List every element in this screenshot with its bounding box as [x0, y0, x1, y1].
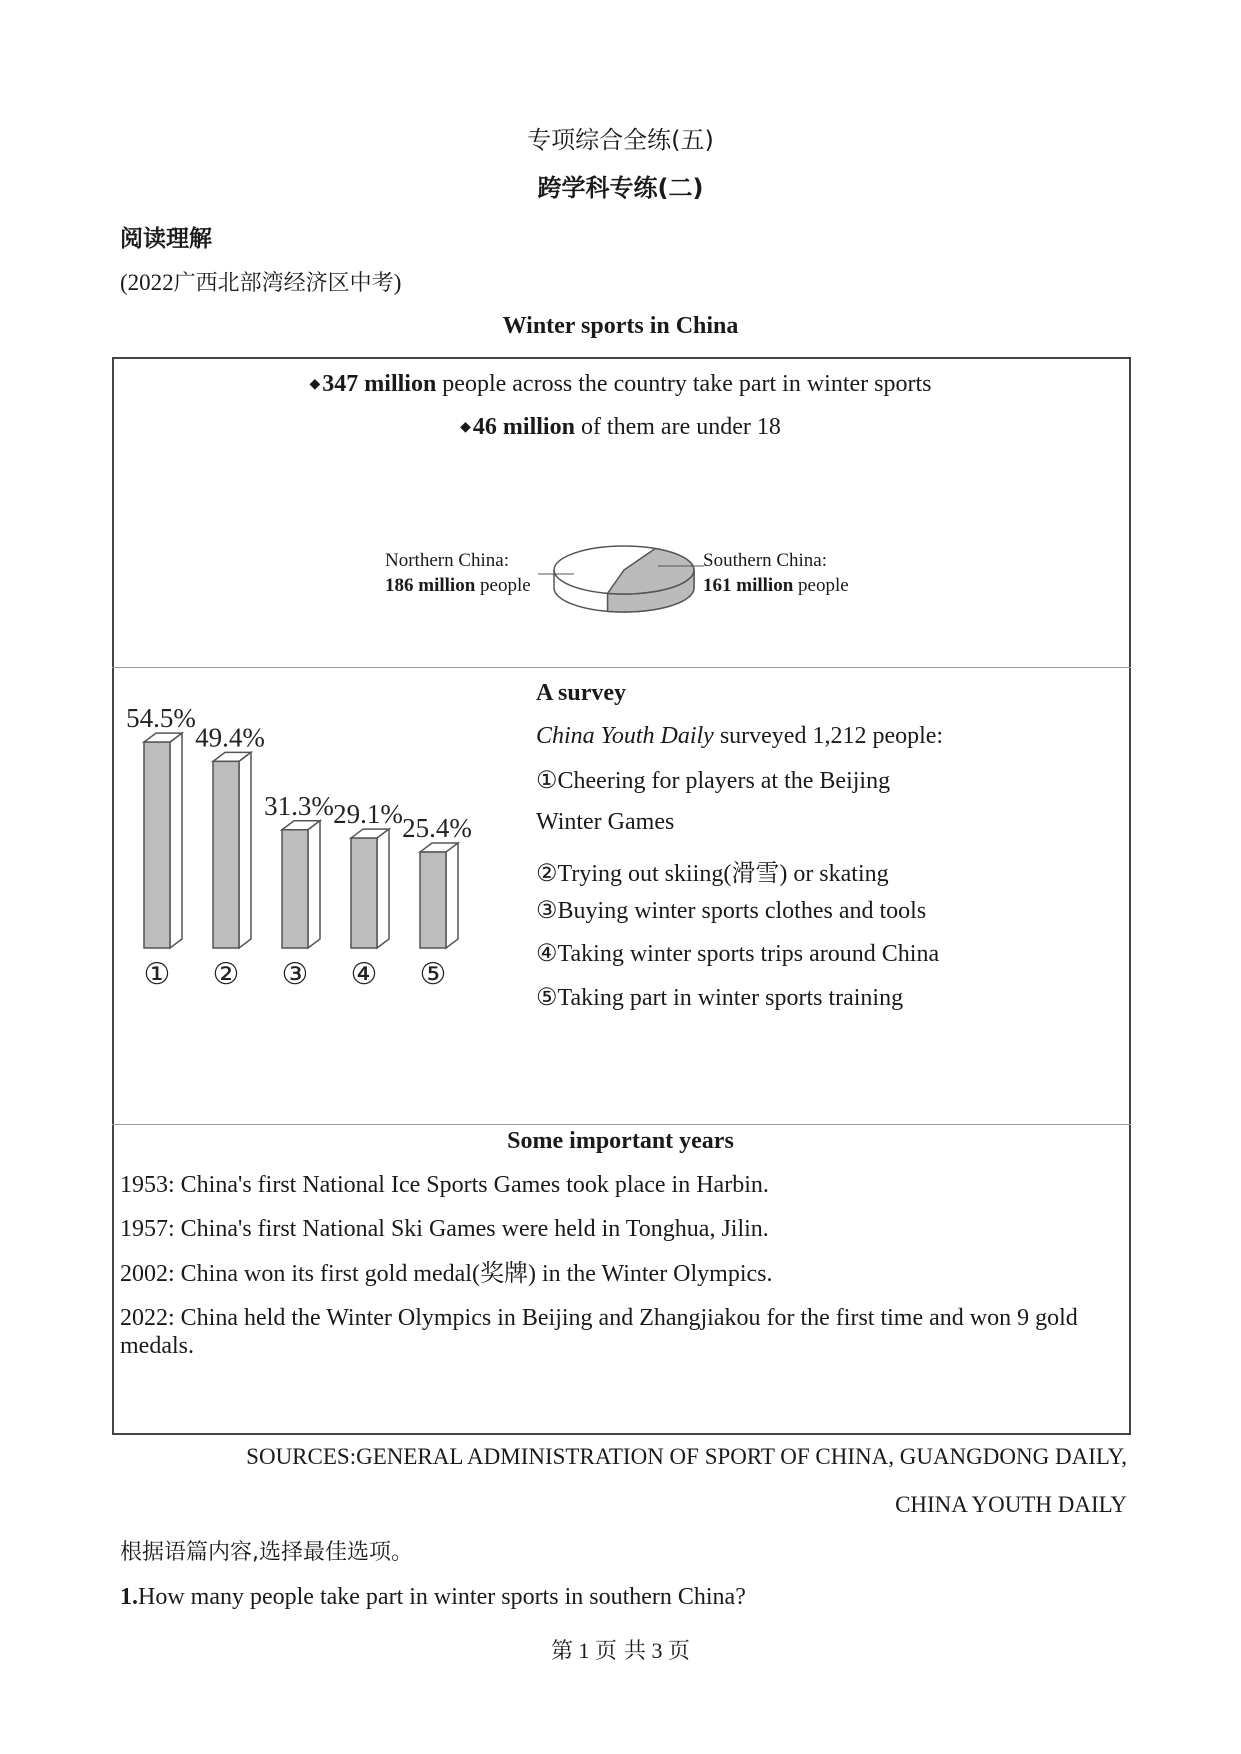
exam-source-place: 广西北部湾经济区中考	[173, 271, 394, 296]
question-1	[120, 1584, 746, 1611]
diamond-icon: ◆	[309, 377, 321, 392]
passage-title: Winter sports in China	[502, 313, 739, 339]
bar-5	[420, 852, 446, 948]
section-heading: 阅读理解	[120, 226, 212, 252]
page-footer: 第 1 页 共 3 页	[550, 1638, 691, 1664]
stat-total: ◆347 million people across the country take part in winter sports	[309, 371, 932, 397]
year-item: 1953: China's first National Ice Sports Games took place in Harbin.	[120, 1172, 769, 1198]
bar-label-2: 49.4%	[195, 722, 265, 753]
bar-label-3: 31.3%	[264, 790, 334, 821]
bar-label-1: 54.5%	[126, 703, 196, 734]
survey-item-2: ②Trying out skiing(滑雪) or skating	[536, 861, 889, 887]
divider-top	[112, 667, 1131, 668]
diamond-icon: ◆	[460, 420, 471, 435]
bar-category-4: ④	[350, 957, 378, 992]
bar-side-4	[377, 829, 389, 948]
pie-label-south: Southern China: 161 million people	[703, 550, 849, 596]
survey-item-1: ①Cheering for players at the Beijing	[536, 768, 891, 794]
bar-4	[351, 838, 377, 948]
page-subtitle: 跨学科专练(二)	[537, 174, 704, 202]
bar-2	[213, 761, 239, 948]
exam-source	[120, 266, 401, 297]
survey-item-1-cont: Winter Games	[536, 809, 675, 835]
survey-item-5: ⑤Taking part in winter sports training	[536, 985, 904, 1011]
pie-chart	[540, 530, 710, 620]
bar-category-3: ③	[281, 957, 309, 992]
question-text: How many people take part in winter sports in southern China?	[138, 1584, 746, 1610]
survey-intro: China Youth Daily surveyed 1,212 people:	[536, 723, 944, 749]
bar-side-3	[308, 821, 320, 948]
bar-label-4: 29.1%	[333, 799, 403, 830]
bar-3	[282, 830, 308, 948]
bar-category-1: ①	[143, 957, 171, 992]
question-number: 1.	[120, 1584, 138, 1610]
bar-chart	[120, 703, 520, 1000]
exam-source-year: (2022	[120, 270, 174, 295]
bar-1	[144, 742, 170, 948]
bar-side-1	[170, 733, 182, 948]
sources-line-2: CHINA YOUTH DAILY	[895, 1492, 1127, 1517]
sources-line-1: SOURCES:GENERAL ADMINISTRATION OF SPORT OF CHINA, GUANGDONG DAILY,	[246, 1444, 1127, 1469]
survey-heading: A survey	[536, 680, 626, 706]
survey-item-4: ④Taking winter sports trips around China	[536, 941, 940, 967]
bar-category-2: ②	[212, 957, 240, 992]
stat-under-18: ◆46 million of them are under 18	[460, 414, 781, 440]
bar-side-5	[446, 843, 458, 948]
exam-source-close: )	[393, 270, 402, 295]
instruction: 根据语篇内容,选择最佳选项。	[120, 1540, 413, 1565]
survey-item-3: ③Buying winter sports clothes and tools	[536, 898, 927, 924]
bar-side-2	[239, 752, 251, 948]
year-item: 2002: China won its first gold medal(奖牌) in the Winter Olympics.	[120, 1261, 773, 1287]
bar-label-5: 25.4%	[402, 813, 472, 844]
year-item: 2022: China held the Winter Olympics in Beijing and Zhangjiakou for the first time and won 9 gold medals.	[120, 1305, 1078, 1359]
pie-label-north: Northern China: 186 million people	[385, 550, 531, 596]
bar-category-5: ⑤	[419, 957, 447, 992]
page-title: 专项综合全练(五)	[527, 126, 714, 154]
divider-bottom	[112, 1124, 1131, 1125]
years-heading: Some important years	[507, 1128, 734, 1154]
year-item: 1957: China's first National Ski Games were held in Tonghua, Jilin.	[120, 1216, 769, 1242]
